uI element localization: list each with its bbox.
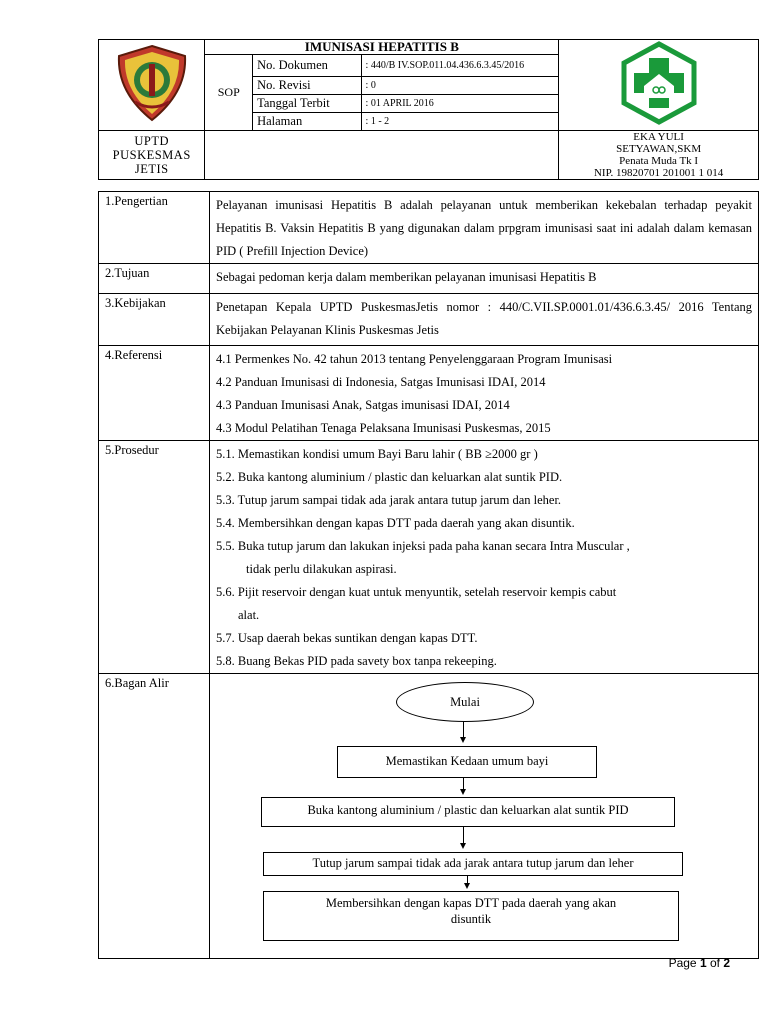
flow-step-node: Buka kantong aluminium / plastic dan keluarkan alat suntik PID bbox=[261, 797, 675, 827]
revision-label: No. Revisi bbox=[253, 77, 361, 95]
regency-logo-cell bbox=[99, 40, 205, 131]
section-row bbox=[99, 294, 759, 346]
regency-emblem-icon bbox=[111, 42, 193, 124]
section-row bbox=[99, 192, 759, 264]
revision-value: : 0 bbox=[361, 77, 559, 95]
flow-step-node bbox=[263, 891, 679, 941]
signer-line: EKA YULI bbox=[633, 131, 684, 143]
issue-date-label: Tanggal Terbit bbox=[253, 95, 361, 113]
list-item: 4.2 Panduan Imunisasi di Indonesia, Satgas Imunisasi IDAI, 2014 bbox=[216, 375, 546, 389]
section-key: 4.Referensi bbox=[99, 346, 210, 441]
signer-block bbox=[559, 131, 759, 180]
list-item: 5.2. Buka kantong aluminium / plastic dan keluarkan alat suntik PID. bbox=[216, 470, 563, 484]
org-line: UPTD bbox=[134, 134, 170, 148]
section-text: Sebagai pedoman kerja dalam memberikan pelayanan imunisasi Hepatitis B bbox=[210, 264, 759, 294]
list-item: 5.1. Memastikan kondisi umum Bayi Baru lahir ( BB ≥2000 gr ) bbox=[216, 447, 538, 461]
section-row bbox=[99, 441, 759, 674]
page-current: 1 bbox=[699, 956, 707, 970]
document-header bbox=[98, 39, 759, 180]
flow-step-label: Membersihkan dengan kapas DTT pada daerah yang akan disuntik bbox=[325, 896, 617, 926]
page-label: Halaman bbox=[253, 113, 361, 131]
section-row bbox=[99, 346, 759, 441]
reference-list bbox=[210, 346, 759, 441]
page-total: 2 bbox=[723, 956, 730, 970]
page-prefix: Page bbox=[668, 956, 700, 970]
list-item-continuation: tidak perlu dilakukan aspirasi. bbox=[246, 562, 397, 576]
flow-arrowhead bbox=[460, 737, 466, 743]
org-line: JETIS bbox=[134, 162, 169, 176]
section-text: Pelayanan imunisasi Hepatitis B adalah pelayanan untuk memberikan kekebalan terhadap peyakit Hepatitis B. Vaksin Hepatitis B yang digunakan dalam prpgram imunisasi saat ini adalah dalam kemasan PID ( Prefill Injection Device) bbox=[210, 192, 759, 264]
page-indicator bbox=[669, 956, 730, 970]
list-item: 4.3 Modul Pelatihan Tenaga Pelaksana Imunisasi Puskesmas, 2015 bbox=[216, 421, 551, 435]
list-item-continuation: alat. bbox=[238, 608, 260, 622]
section-key: 6.Bagan Alir bbox=[99, 674, 210, 959]
sop-content-table bbox=[98, 191, 759, 959]
flow-start-node: Mulai bbox=[396, 682, 534, 722]
signer-line: SETYAWAN,SKM bbox=[616, 143, 702, 155]
section-key: 3.Kebijakan bbox=[99, 294, 210, 346]
list-item: 5.7. Usap daerah bekas suntikan dengan kapas DTT. bbox=[216, 631, 478, 645]
page-value: : 1 - 2 bbox=[361, 113, 559, 131]
section-key: 5.Prosedur bbox=[99, 441, 210, 674]
list-item: 5.6. Pijit reservoir dengan kuat untuk menyuntik, setelah reservoir kempis cabut bbox=[216, 585, 617, 599]
page-of: of bbox=[706, 956, 724, 970]
flow-arrowhead bbox=[464, 883, 470, 889]
signature-space bbox=[205, 131, 559, 180]
sop-label: SOP bbox=[205, 55, 253, 131]
list-item: 5.3. Tutup jarum sampai tidak ada jarak antara tutup jarum dan leher. bbox=[216, 493, 562, 507]
document-title: IMUNISASI HEPATITIS B bbox=[205, 40, 559, 55]
org-line: PUSKESMAS bbox=[112, 148, 191, 162]
list-item: 4.1 Permenkes No. 42 tahun 2013 tentang Penyelenggaraan Program Imunisasi bbox=[216, 352, 613, 366]
puskesmas-logo-cell bbox=[559, 40, 759, 131]
organization-name bbox=[99, 131, 205, 180]
section-key: 1.Pengertian bbox=[99, 192, 210, 264]
section-key: 2.Tujuan bbox=[99, 264, 210, 294]
flow-step-node: Memastikan Kedaan umum bayi bbox=[337, 746, 597, 778]
signer-line: NIP. 19820701 201001 1 014 bbox=[593, 167, 724, 179]
list-item: 5.4. Membersihkan dengan kapas DTT pada daerah yang akan disuntik. bbox=[216, 516, 575, 530]
doc-number-value: : 440/B IV.SOP.011.04.436.6.3.45/2016 bbox=[361, 55, 559, 77]
section-text: Penetapan Kepala UPTD PuskesmasJetis nomor : 440/C.VII.SP.0001.01/436.6.3.45/ 2016 Tentang Kebijakan Pelayanan Klinis Puskesmas Jetis bbox=[210, 294, 759, 346]
list-item: 4.3 Panduan Imunisasi Anak, Satgas imunisasi IDAI, 2014 bbox=[216, 398, 510, 412]
list-item: 5.8. Buang Bekas PID pada savety box tanpa rekeeping. bbox=[216, 654, 497, 668]
section-row bbox=[99, 264, 759, 294]
flow-step-node: Tutup jarum sampai tidak ada jarak antara tutup jarum dan leher bbox=[263, 852, 683, 876]
flow-arrowhead bbox=[460, 789, 466, 795]
puskesmas-logo-icon bbox=[616, 40, 702, 126]
doc-number-label: No. Dokumen bbox=[253, 55, 361, 77]
issue-date-value: : 01 APRIL 2016 bbox=[361, 95, 559, 113]
flow-arrowhead bbox=[460, 843, 466, 849]
procedure-list bbox=[210, 441, 759, 674]
signer-line: Penata Muda Tk I bbox=[619, 155, 699, 167]
list-item: 5.5. Buka tutup jarum dan lakukan injeksi pada paha kanan secara Intra Muscular , bbox=[216, 539, 630, 553]
